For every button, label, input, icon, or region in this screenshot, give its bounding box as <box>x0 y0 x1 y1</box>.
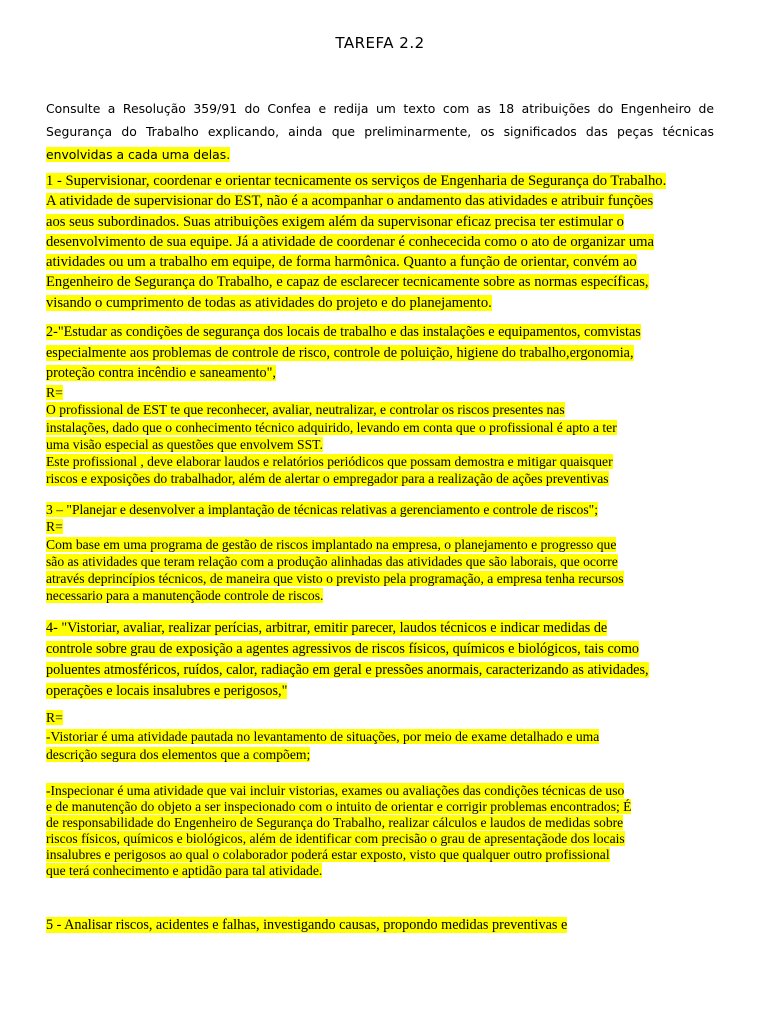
intro-highlight: envolvidas a cada uma delas. <box>46 147 231 162</box>
highlighted-text: 4- "Vistoriar, avaliar, realizar perícias, arbitrar, emitir parecer, laudos técnicos e indicar medidas de <box>46 620 608 636</box>
text-line <box>46 191 714 211</box>
text-line <box>46 639 714 660</box>
highlighted-text: necessario para a manutençãode controle de riscos. <box>46 588 324 604</box>
highlighted-text: 2-"Estudar as condições de segurança dos locais de trabalho e das instalações e equipamentos, comvistas <box>46 324 641 340</box>
text-line <box>46 232 714 252</box>
text-line <box>46 212 714 232</box>
text-line <box>46 746 714 765</box>
text-line <box>46 728 714 747</box>
intro-text: Consulte a Resolução 359/91 do Confea e redija um texto com as 18 atribuições do Engenheiro de Segurança do Trabalho explicando, ainda que preliminarmente, os significados das peças técnicas <box>46 101 714 139</box>
highlighted-text: aos seus subordinados. Suas atribuições exigem além da supervisonar eficaz precisa ter estimular o <box>46 213 624 230</box>
item-4-answer-inspecionar <box>46 783 714 878</box>
text-line <box>46 293 714 313</box>
highlighted-text: atividades ou um a trabalho em equipe, de forma harmônica. Quanto a função de orientar, convém ao <box>46 254 637 271</box>
text-line <box>46 363 714 384</box>
highlighted-text: descrição segura dos elementos que a compõem; <box>46 747 311 762</box>
answer-label <box>46 709 714 728</box>
text-line <box>46 401 714 418</box>
answer-label <box>46 384 714 401</box>
highlighted-text: riscos físicos, químicos e biológicos, além de identificar com precisão o grau de apresentaçãode dos locais <box>46 830 625 846</box>
text-line <box>46 863 714 879</box>
text-line <box>46 831 714 847</box>
highlighted-text: desenvolvimento de sua equipe. Já a atividade de coordenar é conhececida como o ato de organizar uma <box>46 233 654 250</box>
text-line <box>46 171 714 191</box>
text-line <box>46 915 714 935</box>
highlighted-text: poluentes atmosféricos, ruídos, calor, radiação em geral e pressões anormais, caracterizando as atividades, <box>46 662 649 678</box>
highlighted-text: Engenheiro de Segurança do Trabalho, e capaz de esclarecer tecnicamente sobre as normas específicas, <box>46 274 649 291</box>
highlighted-text: visando o cumprimento de todas as atividades do projeto e do planejamento. <box>46 294 492 311</box>
highlighted-text: através deprincípios técnicos, de maneira que visto o previsto pela programação, a empresa tenha recursos <box>46 571 624 587</box>
highlighted-text: O profissional de EST te que reconhecer, avaliar, neutralizar, e controlar os riscos presentes nas <box>46 402 565 418</box>
highlighted-text: que terá conhecimento e aptidão para tal atividade. <box>46 862 323 878</box>
highlighted-text: -Vistoriar é uma atividade pautada no levantamento de situações, por meio de exame detalhado e uma <box>46 728 600 744</box>
highlighted-text: de responsabilidade do Engenheiro de Segurança do Trabalho, realizar cálculos e laudos de medidas sobre <box>46 814 624 830</box>
text-line <box>46 587 714 604</box>
highlighted-text: proteção contra incêndio e saneamento", <box>46 365 276 381</box>
item-4-statement <box>46 618 714 702</box>
highlighted-text: controle sobre grau de exposição a agentes agressivos de riscos físicos, químicos e biológicos, tais como <box>46 641 639 657</box>
text-line <box>46 799 714 815</box>
text-line <box>46 272 714 292</box>
item-2-answer <box>46 384 714 488</box>
page-title: TAREFA 2.2 <box>335 34 425 52</box>
item-4-answer-vistoriar <box>46 709 714 765</box>
highlighted-text: são as atividades que teram relação com a produção alinhadas das atividades que são laborais, que ocorre <box>46 553 618 569</box>
highlighted-text: insalubres e perigosos ao qual o colaborador poderá estar exposto, visto que qualquer outro profissional <box>46 846 610 862</box>
text-line <box>46 453 714 470</box>
text-line <box>46 553 714 570</box>
item-3-block <box>46 501 714 605</box>
highlighted-text: operações e locais insalubres e perigosos," <box>46 683 288 699</box>
highlighted-text: 5 - Analisar riscos, acidentes e falhas, investigando causas, propondo medidas preventivas e <box>46 917 568 933</box>
text-line <box>46 847 714 863</box>
text-line <box>46 501 714 518</box>
highlighted-text: A atividade de supervisionar do EST, não é a acompanhar o andamento das atividades e atribuir funções <box>46 193 654 210</box>
highlighted-text: instalações, dado que o conhecimento técnico adquirido, levando em conta que o profissional é apto a ter <box>46 419 617 435</box>
highlighted-text: 1 - Supervisionar, coordenar e orientar tecnicamente os serviços de Engenharia de Segurança do Trabalho. <box>46 173 667 189</box>
text-line <box>46 570 714 587</box>
highlighted-text: R= <box>46 385 63 400</box>
highlighted-text: Este profissional , deve elaborar laudos e relatórios periódicos que possam demostra e mitigar quaisquer <box>46 454 613 470</box>
highlighted-text: Com base em uma programa de gestão de riscos implantado na empresa, o planejamento e progresso que <box>46 536 617 552</box>
text-line <box>46 252 714 272</box>
highlighted-text: e de manutenção do objeto a ser inspecionado com o intuito de orientar e corrigir problemas encontrados; É <box>46 798 632 814</box>
text-line <box>46 815 714 831</box>
text-line <box>46 681 714 702</box>
text-line <box>46 419 714 436</box>
highlighted-text: riscos e exposições do trabalhador, além de alertar o empregador para a realização de ações preventivas <box>46 471 609 487</box>
highlighted-text: R= <box>46 710 63 725</box>
item-1-block <box>46 171 714 313</box>
highlighted-text: -Inspecionar é uma atividade que vai incluir vistorias, exames ou avaliações das condições técnicas de uso <box>46 783 625 798</box>
highlighted-text: especialmente aos problemas de controle de risco, controle de poluição, higiene do trabalho,ergonomia, <box>46 344 634 361</box>
item-5-block <box>46 915 714 935</box>
highlighted-text: 3 – "Planejar e desenvolver a implantação de técnicas relativas a gerenciamento e controle de riscos"; <box>46 502 598 517</box>
intro-paragraph <box>46 97 714 166</box>
text-line <box>46 343 714 364</box>
text-line <box>46 536 714 553</box>
text-line <box>46 783 714 799</box>
highlighted-text: R= <box>46 519 63 535</box>
text-line <box>46 322 714 343</box>
answer-label <box>46 518 714 535</box>
item-2-statement <box>46 322 714 384</box>
text-line <box>46 660 714 681</box>
text-line <box>46 436 714 453</box>
text-line <box>46 470 714 487</box>
text-line <box>46 618 714 639</box>
highlighted-text: uma visão especial as questões que envolvem SST. <box>46 436 323 452</box>
